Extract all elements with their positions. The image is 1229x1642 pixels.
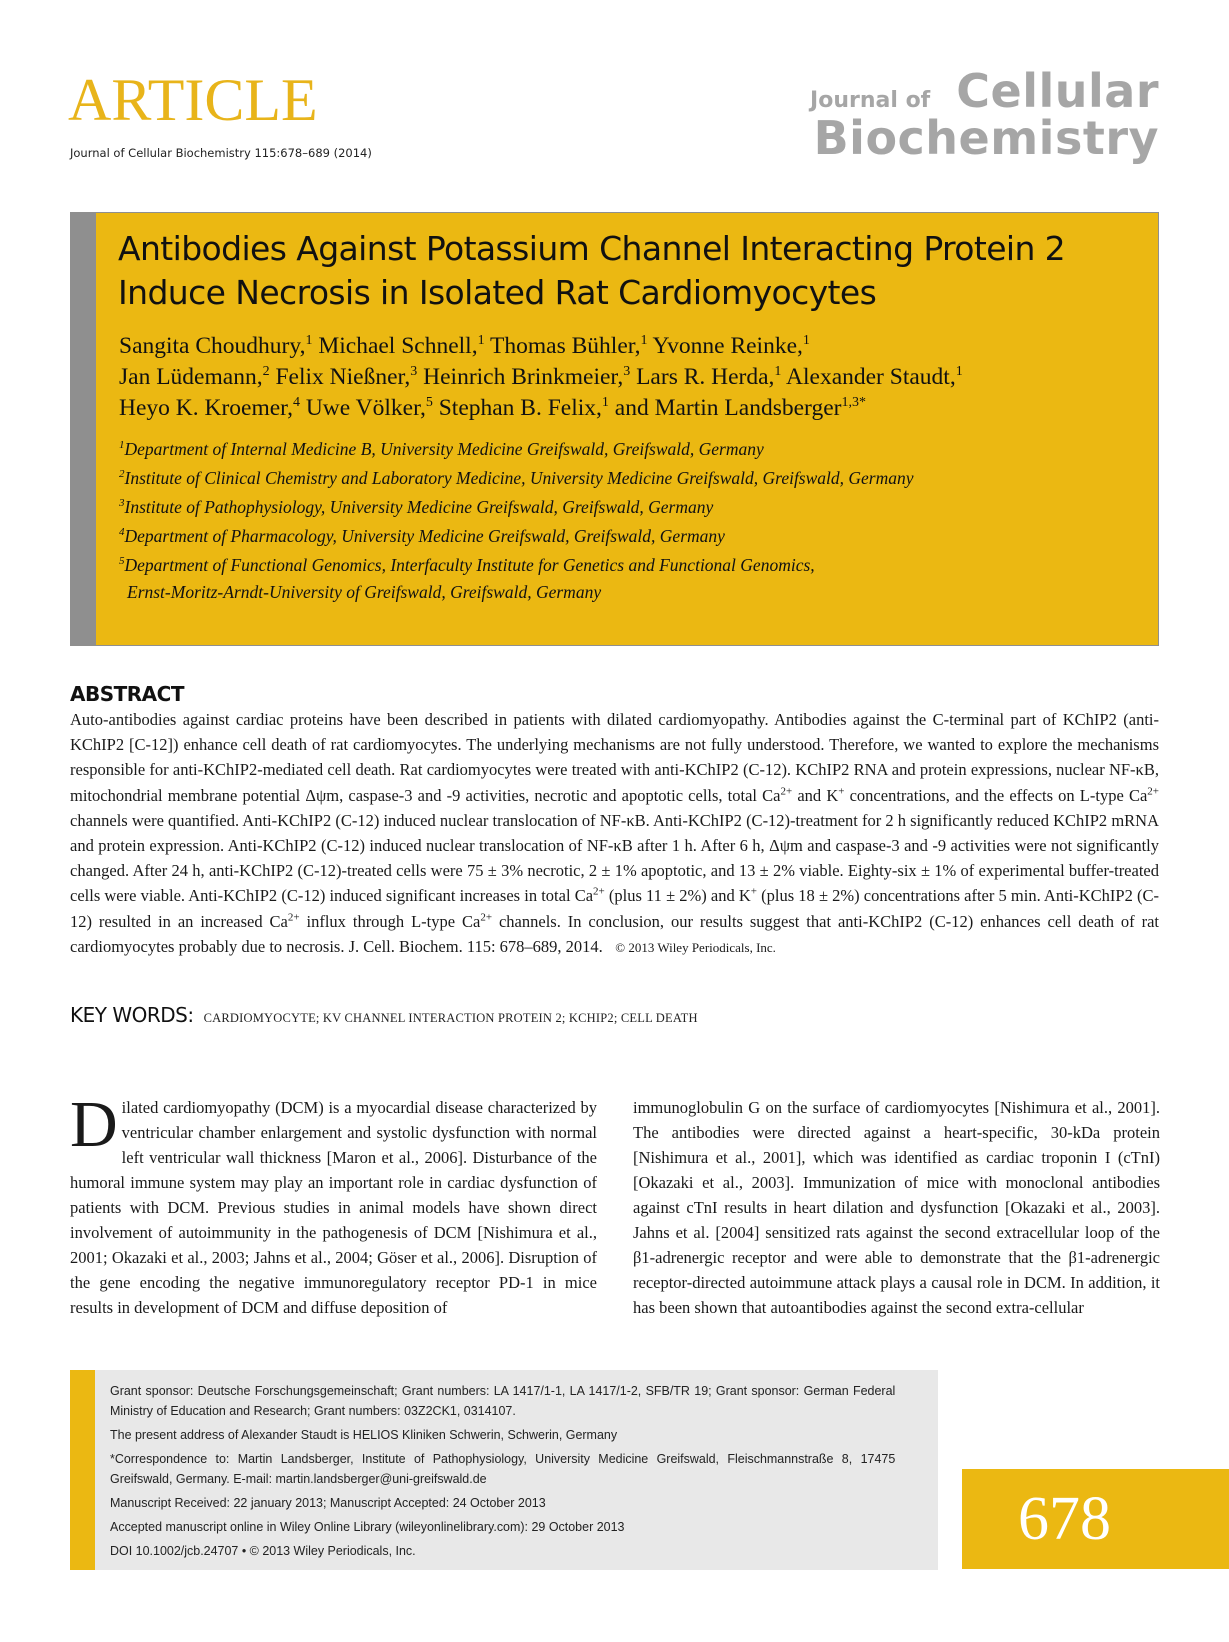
abstract-segment: (plus 18 ± 2%) concentrations after 5 min. Anti-KChIP2 (C-12) resulted in an increased Ca (70, 886, 1159, 931)
footnotes (110, 1381, 895, 1561)
author: Michael Schnell, (318, 333, 478, 359)
author-affiliation-mark: 1 (640, 333, 648, 348)
author: Lars R. Herda, (636, 364, 775, 390)
superscript: 2+ (287, 911, 300, 924)
online-date: Accepted manuscript online in Wiley Online Library (wileyonlinelibrary.com): 29 October 2013 (110, 1519, 625, 1534)
author-affiliation-mark: 2 (262, 364, 270, 379)
body-text: immunoglobulin G on the surface of cardiomyocytes [Nishimura et al., 2001]. The antibodies were directed against a heart-specific, 30-kDa protein [Nishimura et al., 2001], which was identified as cardiac troponin I (cTnI) [Okazaki et al., 2003]. Immunization of mice with monoclonal antibodies against cTnI results in heart dilation and dysfunction [Okazaki et al., 2003]. Jahns et al. [2004] sensitized rats against the second extracellular loop of the β1-adrenergic receptor and were able to demonstrate that the β1-adrenergic receptor-directed autoimmune attack plays a causal role in DCM. In addition, it has been shown that autoantibodies against the second extra-cellular (633, 1098, 1160, 1317)
author: and Martin Landsberger (614, 395, 842, 421)
section-label: ARTICLE (68, 67, 318, 133)
author-affiliation-mark: 1,3* (841, 395, 866, 410)
title-block (70, 212, 1159, 646)
affiliation (119, 522, 1139, 551)
abstract-heading: ABSTRACT (70, 682, 184, 706)
abstract-text (70, 707, 1159, 960)
author: Heyo K. Kroemer, (119, 395, 293, 421)
abstract-segment: channels. In conclusion, our results suggest that anti-KChIP2 (C-12) enhances cell death of rat cardiomyocytes probably due to necrosis. J. Cell. Biochem. 115: 678–689, 2014. (70, 911, 1159, 956)
affiliation-text: Institute of Clinical Chemistry and Laboratory Medicine, University Medicine Greifswald, Greifswald, Germany (124, 468, 914, 488)
abstract-segment: channels were quantified. Anti-KChIP2 (C-12) induced nuclear translocation of NF-κB. Anti-KChIP2 (C-12)-treatment for 2 h significantly reduced KChIP2 mRNA and protein expression. Anti-KChIP2 (C-12) induced nuclear translocation of NF-κB after 1 h. After 6 h, Δψm and caspase-3 and -9 activities were not significantly changed. After 24 h, anti-KChIP2 (C-12)-treated cells were 75 ± 3% necrotic, 2 ± 1% apoptotic, and 13 ± 2% viable. Eighty-six ± 1% of experimental buffer-treated cells were viable. Anti-KChIP2 (C-12) induced significant increases in total Ca (70, 810, 1159, 906)
body-column-left (70, 1088, 597, 1320)
affiliation-number: 3 (119, 497, 125, 509)
manuscript-dates: Manuscript Received: 22 january 2013; Manuscript Accepted: 24 October 2013 (110, 1495, 546, 1510)
author-affiliation-mark: 3 (623, 364, 631, 379)
abstract-segment: Auto-antibodies against cardiac proteins have been described in patients with dilated cardiomyopathy. Antibodies against the C-terminal part of KChIP2 (anti-KChIP2 [C-12]) enhance cell death of rat cardiomyocytes. The underlying mechanisms are not fully understood. Therefore, we wanted to explore the mechanisms responsible for anti-KChIP2-mediated cell death. Rat cardiomyocytes were treated with anti-KChIP2 (C-12). KChIP2 RNA and protein expressions, nuclear NF-κB, mitochondrial membrane potential Δψm, caspase-3 and -9 activities, necrotic and apoptotic cells, total Ca (70, 710, 1159, 805)
author: Uwe Völker, (305, 395, 426, 421)
journal-logo-prefix: Journal of (810, 88, 931, 113)
author-affiliation-mark: 1 (305, 333, 313, 348)
affiliation-text: Department of Internal Medicine B, University Medicine Greifswald, Greifswald, Germany (124, 439, 764, 459)
author: Alexander Staudt, (786, 364, 956, 390)
superscript: + (838, 785, 845, 798)
affiliation-number: 4 (119, 526, 125, 538)
affiliation (119, 551, 1139, 580)
drop-cap: D (70, 1088, 118, 1161)
author: Yvonne Reinke, (652, 333, 803, 359)
affiliation-list (119, 435, 1139, 605)
keywords (70, 1003, 698, 1027)
author-affiliation-mark: 5 (425, 395, 433, 410)
body-text: ilated cardiomyopathy (DCM) is a myocardial disease characterized by ventricular chamber enlargement and systolic dysfunction with normal left ventricular wall thickness [Maron et al., 2006]. Disturbance of the humoral immune system may play an important role in cardiac dysfunction of patients with DCM. Previous studies in animal models have shown direct involvement of autoimmunity in the pathogenesis of DCM [Nishimura et al., 2001; Okazaki et al., 2003; Jahns et al., 2004; Göser et al., 2006]. Disruption of the gene encoding the negative immunoregulatory receptor PD-1 in mice results in development of DCM and diffuse deposition of (70, 1098, 597, 1317)
author: Thomas Bühler, (490, 333, 641, 359)
affiliation-number: 1 (119, 439, 125, 451)
keywords-list: CARDIOMYOCYTE; KV CHANNEL INTERACTION PROTEIN 2; KCHIP2; CELL DEATH (203, 1011, 698, 1025)
journal-logo-word-1: Cellular (956, 64, 1159, 118)
keywords-label: KEY WORDS: (70, 1003, 194, 1027)
superscript: 2+ (480, 911, 493, 924)
affiliation-continuation (119, 580, 1139, 605)
title-block-side-bar (71, 213, 96, 645)
abstract-segment: concentrations, and the effects on L-type Ca (844, 785, 1148, 805)
affiliation-number: 2 (119, 468, 125, 480)
author-affiliation-mark: 1 (477, 333, 485, 348)
footnote-box (70, 1370, 938, 1570)
author: Heinrich Brinkmeier, (423, 364, 624, 390)
superscript: 2+ (780, 785, 793, 798)
author-affiliation-mark: 4 (292, 395, 300, 410)
superscript: 2+ (1147, 785, 1159, 798)
affiliation-text: Institute of Pathophysiology, University Medicine Greifswald, Greifswald, Germany (124, 497, 714, 517)
author-affiliation-mark: 1 (955, 364, 963, 379)
affiliation (119, 493, 1139, 522)
doi: DOI 10.1002/jcb.24707 • © 2013 Wiley Periodicals, Inc. (110, 1543, 416, 1558)
author-line-1 (119, 331, 1139, 362)
abstract-copyright: © 2013 Wiley Periodicals, Inc. (615, 939, 776, 955)
journal-citation: Journal of Cellular Biochemistry 115:678–689 (2014) (70, 146, 372, 160)
article-title: Antibodies Against Potassium Channel Interacting Protein 2 Induce Necrosis in Isolated Rat Cardiomyocytes (118, 229, 1066, 312)
author: Felix Nießner, (275, 364, 411, 390)
author-affiliation-mark: 1 (601, 395, 609, 410)
superscript: + (750, 885, 758, 898)
author-line-3 (119, 393, 1139, 424)
abstract-segment: and K (792, 785, 839, 805)
affiliation-text: Department of Functional Genomics, Interfaculty Institute for Genetics and Functional Genomics, (124, 555, 815, 575)
journal-logo (810, 64, 1159, 165)
footnote-side-bar (70, 1370, 95, 1570)
affiliation-text: Ernst-Moritz-Arndt-University of Greifswald, Greifswald, Germany (127, 582, 602, 602)
author-affiliation-mark: 1 (802, 333, 810, 348)
author-list (119, 331, 1139, 424)
abstract-segment: (plus 11 ± 2%) and K (604, 886, 751, 906)
affiliation (119, 435, 1139, 464)
author: Stephan B. Felix, (438, 395, 602, 421)
correspondence-note: *Correspondence to: Martin Landsberger, Institute of Pathophysiology, University Medicine Greifswald, Fleischmannstraße 8, 17475 Greifswald, Germany. E-mail: martin.landsberger@uni-greifswald.de (110, 1451, 896, 1486)
author: Sangita Choudhury, (119, 333, 306, 359)
author: Jan Lüdemann, (119, 364, 263, 390)
affiliation-text: Department of Pharmacology, University Medicine Greifswald, Greifswald, Germany (124, 526, 725, 546)
author-affiliation-mark: 3 (410, 364, 418, 379)
body-column-right (633, 1095, 1160, 1320)
grant-note: Grant sponsor: Deutsche Forschungsgemeinschaft; Grant numbers: LA 1417/1-1, LA 1417/1-2, SFB/TR 19; Grant sponsor: German Federal Ministry of Education and Research; Grant numbers: 03Z2CK1, 0314107. (110, 1383, 896, 1418)
affiliation-number: 5 (119, 555, 125, 567)
present-address-note: The present address of Alexander Staudt is HELIOS Kliniken Schwerin, Schwerin, Germany (110, 1427, 618, 1442)
abstract-segment: influx through L-type Ca (299, 911, 481, 931)
journal-logo-word-2: Biochemistry (813, 111, 1159, 165)
affiliation (119, 464, 1139, 493)
page-number: 678 (962, 1469, 1229, 1569)
author-line-2 (119, 362, 1139, 393)
author-affiliation-mark: 1 (774, 364, 782, 379)
superscript: 2+ (593, 885, 605, 898)
